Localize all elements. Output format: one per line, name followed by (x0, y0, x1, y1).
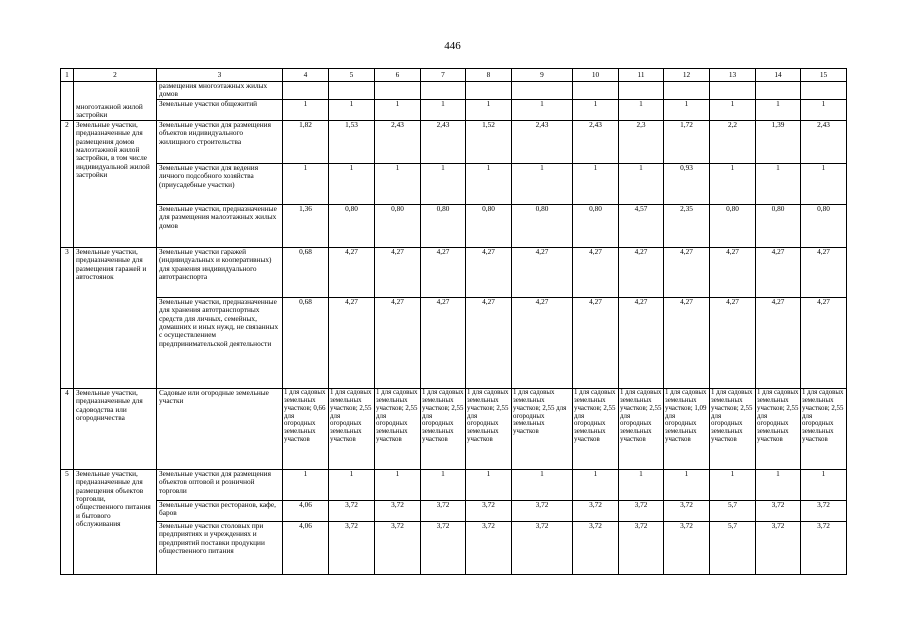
coefficient-cell (421, 82, 466, 100)
row-number: 4 (61, 388, 74, 469)
column-header: 6 (375, 69, 421, 82)
category-name: Земельные участки, предназначенные для размещения объектов торговли, общественного питания и бытового обслуживания (74, 469, 157, 574)
table-row (61, 500, 847, 521)
category-name: Земельные участки, предназначенные для размещения домов малоэтажной жилой застройки, в том числе индивидуальной жилой застройки (74, 120, 157, 247)
coefficient-cell: 0,80 (573, 204, 619, 247)
coefficient-cell: 4,27 (512, 297, 573, 388)
coefficient-cell: 3,72 (375, 521, 421, 574)
coefficient-cell: 0,68 (283, 297, 329, 388)
table-row (61, 82, 847, 100)
coefficient-cell: 1 (573, 99, 619, 120)
coefficient-cell: 3,72 (466, 521, 512, 574)
category-name: Земельные участки, предназначенные для размещения гаражей и автостоянок (74, 247, 157, 388)
coefficient-cell: 4,27 (512, 247, 573, 297)
coefficients-table (60, 68, 847, 575)
coefficient-cell: 1 (283, 163, 329, 204)
land-purpose: Земельные участки общежитий (157, 99, 283, 120)
row-number: 3 (61, 247, 74, 388)
coefficient-cell: 2,35 (664, 204, 710, 247)
category-name: многоэтажной жилой застройки (74, 82, 157, 121)
coefficient-cell: 0,93 (664, 163, 710, 204)
coefficient-cell: 1 (421, 99, 466, 120)
land-purpose: Земельные участки для размещения объектов оптовой и розничной торговли (157, 469, 283, 500)
coefficient-cell: 1 (664, 99, 710, 120)
coefficient-cell (619, 82, 664, 100)
land-purpose: Земельные участки гаражей (индивидуальных и кооперативных) для хранения индивидуального автотранспорта (157, 247, 283, 297)
coefficient-cell: 3,72 (329, 521, 375, 574)
land-purpose: Садовые или огородные земельные участки (157, 388, 283, 469)
coefficient-cell (329, 82, 375, 100)
coefficient-cell: 4,27 (756, 247, 801, 297)
coefficient-cell (283, 82, 329, 100)
land-purpose: Земельные участки ресторанов, кафе, баров (157, 500, 283, 521)
coefficient-cell: 1 для садовых земельных участков; 2,55 для огородных земельных участков (466, 388, 512, 469)
coefficient-cell: 0,80 (375, 204, 421, 247)
column-header: 2 (74, 69, 157, 82)
coefficient-cell: 4,27 (710, 247, 756, 297)
coefficient-cell: 2,43 (512, 120, 573, 163)
coefficient-cell: 4,27 (664, 297, 710, 388)
table-row (61, 297, 847, 388)
row-number: 5 (61, 469, 74, 574)
coefficient-cell: 1 (512, 469, 573, 500)
coefficient-cell: 4,27 (329, 297, 375, 388)
coefficient-cell: 1 для садовых земельных участков; 2,55 для огородных земельных участков (421, 388, 466, 469)
coefficient-cell: 1 для садовых земельных участков; 1,09 для огородных земельных участков (664, 388, 710, 469)
coefficient-cell: 4,27 (466, 247, 512, 297)
coefficient-cell: 1 (573, 163, 619, 204)
coefficient-cell: 1 для садовых земельных участков; 2,55 для огородных земельных участков (801, 388, 847, 469)
column-header: 15 (801, 69, 847, 82)
table-row (61, 521, 847, 574)
coefficient-cell: 4,57 (619, 204, 664, 247)
coefficient-cell: 1 (466, 469, 512, 500)
coefficient-cell: 4,06 (283, 521, 329, 574)
coefficient-cell: 3,72 (329, 500, 375, 521)
coefficient-cell: 1 (710, 163, 756, 204)
coefficient-cell: 1,36 (283, 204, 329, 247)
coefficient-cell: 1 (375, 469, 421, 500)
coefficient-cell (375, 82, 421, 100)
coefficient-cell: 3,72 (512, 500, 573, 521)
column-header: 1 (61, 69, 74, 82)
coefficient-cell: 1 (619, 163, 664, 204)
coefficient-cell: 1 для садовых земельных участков; 2,55 для огородных земельных участков (375, 388, 421, 469)
coefficient-cell: 1 для садовых земельных участков; 2,55 для огородных земельных участков (329, 388, 375, 469)
coefficient-cell (466, 82, 512, 100)
coefficient-cell: 1,82 (283, 120, 329, 163)
coefficient-cell: 1 (664, 469, 710, 500)
coefficient-cell: 3,72 (573, 500, 619, 521)
coefficient-cell: 1 (512, 99, 573, 120)
column-header: 5 (329, 69, 375, 82)
coefficient-cell: 1 (421, 469, 466, 500)
coefficient-cell: 3,72 (421, 500, 466, 521)
coefficient-cell: 1 (710, 469, 756, 500)
page-number: 446 (444, 40, 461, 52)
coefficient-cell: 3,72 (375, 500, 421, 521)
coefficient-cell: 4,27 (801, 247, 847, 297)
coefficient-cell: 4,27 (421, 297, 466, 388)
coefficient-cell: 1 (329, 163, 375, 204)
coefficient-cell (512, 82, 573, 100)
land-purpose: Земельные участки, предназначенные для размещения малоэтажных жилых домов (157, 204, 283, 247)
coefficient-cell: 3,72 (466, 500, 512, 521)
coefficient-cell: 4,27 (375, 247, 421, 297)
coefficient-cell (664, 82, 710, 100)
table-row (61, 163, 847, 204)
column-header: 11 (619, 69, 664, 82)
coefficient-cell: 1 (619, 99, 664, 120)
coefficient-cell: 1 для садовых земельных участков; 2,55 для огородных земельных участков (573, 388, 619, 469)
table-row (61, 99, 847, 120)
coefficient-cell: 1 (801, 99, 847, 120)
land-purpose: Земельные участки для ведения личного подсобного хозяйства (приусадебные участки) (157, 163, 283, 204)
coefficient-cell: 1 (573, 469, 619, 500)
coefficient-cell: 3,72 (619, 500, 664, 521)
coefficient-cell: 4,27 (619, 297, 664, 388)
coefficient-cell: 1 (801, 469, 847, 500)
coefficient-cell: 1 (512, 163, 573, 204)
column-header: 7 (421, 69, 466, 82)
coefficient-cell: 3,72 (619, 521, 664, 574)
coefficient-cell: 4,27 (619, 247, 664, 297)
coefficient-cell: 3,72 (664, 500, 710, 521)
table-row (61, 204, 847, 247)
coefficient-cell: 5,7 (710, 521, 756, 574)
table-row (61, 469, 847, 500)
land-purpose: Земельные участки столовых при предприятиях и учреждениях и предприятий поставки продукции общественного питания (157, 521, 283, 574)
coefficient-cell: 0,80 (421, 204, 466, 247)
land-purpose: размещения многоэтажных жилых домов (157, 82, 283, 100)
coefficient-cell: 1 (756, 469, 801, 500)
coefficient-cell: 4,27 (710, 297, 756, 388)
coefficient-cell: 0,80 (329, 204, 375, 247)
coefficient-cell: 1 (329, 469, 375, 500)
coefficient-cell: 0,80 (710, 204, 756, 247)
coefficient-cell: 1 (466, 163, 512, 204)
coefficient-cell: 1,52 (466, 120, 512, 163)
table-row (61, 388, 847, 469)
column-header: 9 (512, 69, 573, 82)
coefficient-cell: 1 (375, 99, 421, 120)
coefficient-cell: 0,80 (801, 204, 847, 247)
coefficient-cell: 1 для садовых земельных участков; 2,55 для огородных земельных участков (512, 388, 573, 469)
coefficient-cell: 2,43 (573, 120, 619, 163)
coefficient-cell: 4,27 (329, 247, 375, 297)
coefficient-cell: 3,72 (664, 521, 710, 574)
coefficient-cell: 4,27 (421, 247, 466, 297)
coefficient-cell: 2,2 (710, 120, 756, 163)
coefficient-cell: 4,27 (466, 297, 512, 388)
column-header: 10 (573, 69, 619, 82)
coefficient-cell: 1 для садовых земельных участков; 2,55 для огородных земельных участков (710, 388, 756, 469)
coefficient-cell: 4,27 (573, 297, 619, 388)
coefficient-cell: 1 (801, 163, 847, 204)
coefficient-cell (756, 82, 801, 100)
coefficient-cell: 0,68 (283, 247, 329, 297)
coefficient-cell: 4,06 (283, 500, 329, 521)
coefficient-cell (801, 82, 847, 100)
column-header: 14 (756, 69, 801, 82)
land-purpose: Земельные участки для размещения объектов индивидуального жилищного строительства (157, 120, 283, 163)
coefficient-cell: 2,3 (619, 120, 664, 163)
coefficient-cell: 3,72 (756, 500, 801, 521)
row-number: 2 (61, 120, 74, 247)
row-number (61, 82, 74, 121)
coefficient-cell: 3,72 (801, 521, 847, 574)
column-header: 3 (157, 69, 283, 82)
table-body (61, 69, 847, 575)
table-row (61, 120, 847, 163)
coefficient-cell: 3,72 (512, 521, 573, 574)
coefficient-cell: 1 (283, 469, 329, 500)
column-header: 8 (466, 69, 512, 82)
coefficient-cell: 4,27 (573, 247, 619, 297)
coefficient-cell: 3,72 (756, 521, 801, 574)
coefficient-cell (573, 82, 619, 100)
coefficient-cell: 4,27 (756, 297, 801, 388)
coefficient-cell: 0,80 (466, 204, 512, 247)
coefficient-cell: 3,72 (421, 521, 466, 574)
coefficient-cell: 1 для садовых земельных участков; 2,55 для огородных земельных участков (756, 388, 801, 469)
coefficient-cell: 1 (710, 99, 756, 120)
coefficient-cell: 1,53 (329, 120, 375, 163)
column-header: 4 (283, 69, 329, 82)
coefficient-cell: 5,7 (710, 500, 756, 521)
coefficient-cell: 1 (283, 99, 329, 120)
coefficient-cell: 1,39 (756, 120, 801, 163)
coefficient-cell: 0,80 (756, 204, 801, 247)
coefficient-cell: 1 для садовых земельных участков; 0,66 для огородных земельных участков (283, 388, 329, 469)
coefficient-cell: 2,43 (375, 120, 421, 163)
coefficient-cell: 3,72 (573, 521, 619, 574)
coefficient-cell (710, 82, 756, 100)
coefficient-cell: 4,27 (375, 297, 421, 388)
coefficient-cell: 3,72 (801, 500, 847, 521)
coefficient-cell: 1 для садовых земельных участков; 2,55 для огородных земельных участков (619, 388, 664, 469)
table-row (61, 247, 847, 297)
header-row (61, 69, 847, 82)
coefficient-cell: 0,80 (512, 204, 573, 247)
coefficient-cell: 1 (756, 163, 801, 204)
coefficient-cell: 4,27 (801, 297, 847, 388)
column-header: 13 (710, 69, 756, 82)
column-header: 12 (664, 69, 710, 82)
coefficient-cell: 2,43 (801, 120, 847, 163)
coefficient-cell: 1 (619, 469, 664, 500)
coefficient-cell: 4,27 (664, 247, 710, 297)
coefficient-cell: 2,43 (421, 120, 466, 163)
coefficient-cell: 1 (329, 99, 375, 120)
coefficient-cell: 1 (756, 99, 801, 120)
coefficient-cell: 1,72 (664, 120, 710, 163)
land-purpose: Земельные участки, предназначенные для хранения автотранспортных средств для личных, семейных, домашних и иных нужд, не связанных с осуществлением предпринимательской деятельности (157, 297, 283, 388)
coefficient-cell: 1 (375, 163, 421, 204)
category-name: Земельные участки, предназначенные для садоводства или огородничества (74, 388, 157, 469)
coefficient-cell: 1 (421, 163, 466, 204)
coefficient-cell: 1 (466, 99, 512, 120)
